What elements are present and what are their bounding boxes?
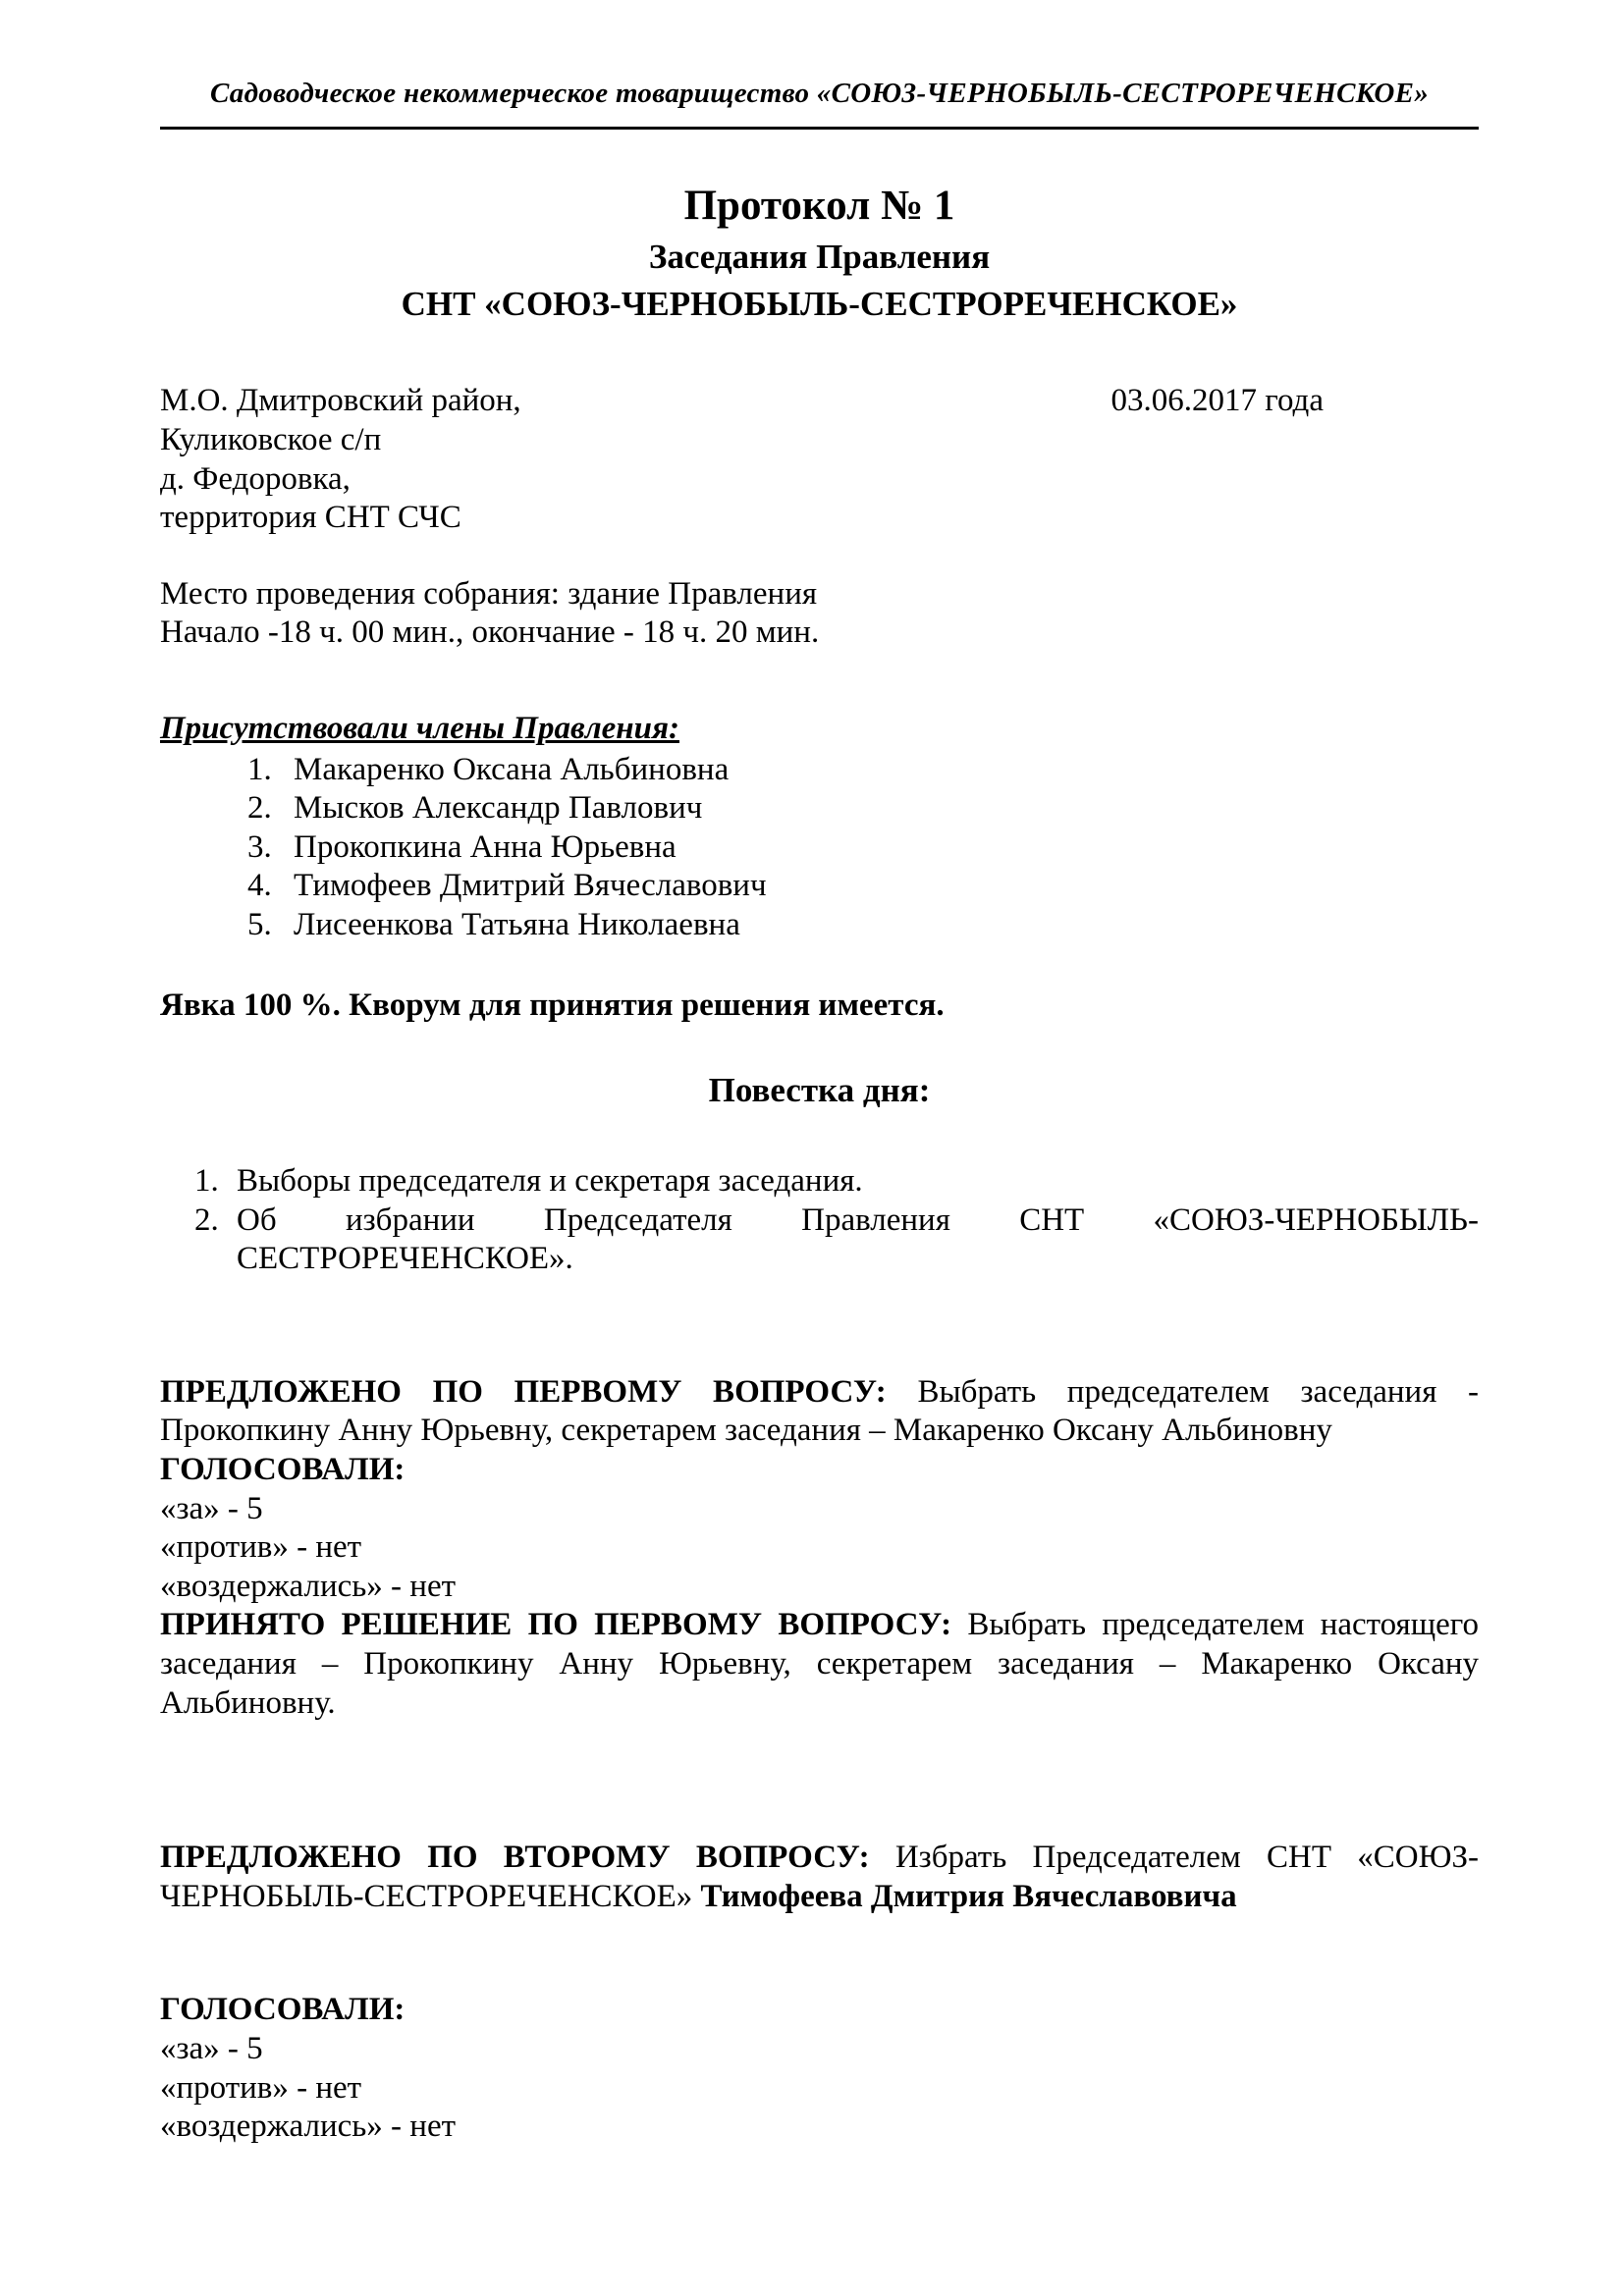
agenda-item: 2. Об избрании Председателя Правления СНТ «СОЮЗ-ЧЕРНОБЫЛЬ-СЕСТРОРЕЧЕНСКОЕ». bbox=[227, 1201, 1479, 1279]
title-block bbox=[160, 181, 1479, 326]
attendees-list bbox=[160, 751, 1479, 945]
organization-header: Садоводческое некоммерческое товарищество «СОЮЗ-ЧЕРНОБЫЛЬ-СЕСТРОРЕЧЕНСКОЕ» bbox=[209, 78, 1430, 109]
document-title: Протокол № 1 bbox=[683, 182, 955, 229]
question2-vote-against: «против» - нет bbox=[160, 2069, 362, 2106]
venue-block bbox=[160, 575, 1479, 653]
location-line-village: д. Федоровка, bbox=[160, 460, 351, 497]
question2-vote-abstained: «воздержались» - нет bbox=[160, 2109, 457, 2145]
quorum-statement: Явка 100 %. Кворум для принятия решения имеется. bbox=[160, 987, 945, 1023]
location-line-district: М.О. Дмитровский район, bbox=[160, 383, 521, 419]
question2-vote-for: «за» - 5 bbox=[160, 2031, 263, 2067]
attendees-heading: Присутствовали члены Правления: bbox=[160, 710, 679, 746]
question1-decision-label: ПРИНЯТО РЕШЕНИЕ ПО ПЕРВОМУ ВОПРОСУ: bbox=[160, 1607, 952, 1643]
attendee-item: 5. Лисеенкова Татьяна Николаевна bbox=[280, 906, 1479, 945]
question1-vote-for: «за» - 5 bbox=[160, 1490, 263, 1526]
time-line: Начало -18 ч. 00 мин., окончание - 18 ч. 20 мин. bbox=[160, 614, 820, 651]
attendee-item: 3. Прокопкина Анна Юрьевна bbox=[280, 828, 1479, 868]
question2-proposed-label: ПРЕДЛОЖЕНО ПО ВТОРОМУ ВОПРОСУ: bbox=[160, 1840, 870, 1876]
header-divider bbox=[160, 127, 1479, 130]
location-line-settlement: Куликовское с/п bbox=[160, 421, 382, 457]
meeting-location bbox=[160, 382, 521, 537]
agenda-item: 1. Выборы председателя и секретаря заседания. bbox=[227, 1162, 1479, 1201]
question1-proposed-paragraph bbox=[160, 1373, 1479, 1451]
question1-decision-paragraph bbox=[160, 1606, 1479, 1723]
question2-proposed-name: Тимофеева Дмитрия Вячеславовича bbox=[700, 1878, 1237, 1914]
question1-vote-abstained: «воздержались» - нет bbox=[160, 1568, 457, 1604]
question2-proposed-paragraph bbox=[160, 1839, 1479, 1916]
attendee-item: 4. Тимофеев Дмитрий Вячеславович bbox=[280, 867, 1479, 906]
meeting-date: 03.06.2017 года bbox=[1110, 383, 1324, 419]
attendee-item: 2. Мысков Александр Павлович bbox=[280, 789, 1479, 828]
question1-proposed-text: Выбрать председателем заседания - Прокопкину Анну Юрьевну, секретарем заседания – Макаренко Оксану Альбиновну bbox=[160, 1373, 1480, 1449]
agenda-heading: Повестка дня: bbox=[708, 1071, 931, 1110]
location-line-territory: территория СНТ СЧС bbox=[160, 500, 461, 536]
question1-decision-text: Выбрать председателем настоящего заседания – Прокопкину Анну Юрьевну, секретарем заседания – Макаренко Оксану Альбиновну. bbox=[160, 1607, 1479, 1721]
location-date-row bbox=[160, 382, 1479, 537]
venue-line: Место проведения собрания: здание Правления bbox=[160, 575, 818, 612]
question1-votes-heading: ГОЛОСОВАЛИ: bbox=[160, 1452, 406, 1488]
question1-proposed-label: ПРЕДЛОЖЕНО ПО ПЕРВОМУ ВОПРОСУ: bbox=[160, 1373, 887, 1410]
question1-vote-against: «против» - нет bbox=[160, 1529, 362, 1566]
question2-votes-heading: ГОЛОСОВАЛИ: bbox=[160, 1992, 406, 2028]
document-subtitle-board-session: Заседания Правления bbox=[648, 238, 991, 277]
agenda-list bbox=[160, 1162, 1479, 1279]
document-subtitle-organization: СНТ «СОЮЗ-ЧЕРНОБЫЛЬ-СЕСТРОРЕЧЕНСКОЕ» bbox=[401, 285, 1238, 324]
question2-proposed-text: Избрать Председателем СНТ «СОЮЗ-ЧЕРНОБЫЛЬ-СЕСТРОРЕЧЕНСКОЕ» bbox=[160, 1840, 1480, 1914]
attendee-item: 1. Макаренко Оксана Альбиновна bbox=[280, 751, 1479, 790]
